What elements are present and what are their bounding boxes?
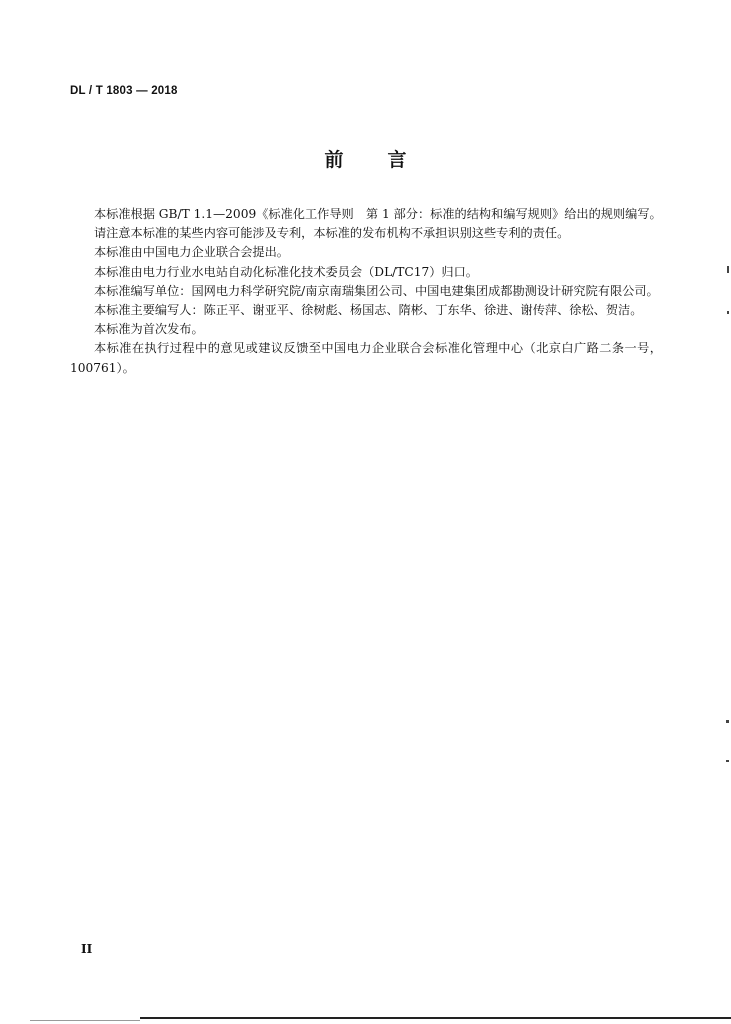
scan-margin-mark xyxy=(727,266,729,273)
foreword-body xyxy=(70,205,662,378)
scan-margin-mark xyxy=(726,760,729,762)
scan-bottom-edge xyxy=(30,1020,140,1021)
page-number: II xyxy=(81,942,93,956)
paragraph-feedback-address: 本标准在执行过程中的意见或建议反馈至中国电力企业联合会标准化管理中心（北京白广路二条一号，100761）。 xyxy=(70,341,662,375)
scan-bottom-edge xyxy=(140,1017,731,1019)
paragraph-patent-notice: 请注意本标准的某些内容可能涉及专利，本标准的发布机构不承担识别这些专利的责任。 xyxy=(94,226,570,241)
paragraph-drafting-organizations: 本标准编写单位：国网电力科学研究院/南京南瑞集团公司、中国电建集团成都勘测设计研究院有限公司。 xyxy=(94,283,659,298)
paragraph-drafting-rules: 本标准根据 GB/T 1.1—2009《标准化工作导则 第 1 部分：标准的结构和编写规则》给出的规则编写。 xyxy=(94,207,662,221)
scan-margin-mark xyxy=(726,720,729,723)
paragraph-responsible-committee: 本标准由电力行业水电站自动化标准化技术委员会（DL/TC17）归口。 xyxy=(94,264,478,279)
page-title: 前言 xyxy=(324,149,451,171)
paragraph-main-drafters: 本标准主要编写人：陈正平、谢亚平、徐树彪、杨国志、隋彬、丁东华、徐进、谢传萍、徐松、贺洁。 xyxy=(94,303,643,318)
paragraph-first-release: 本标准为首次发布。 xyxy=(94,322,204,337)
paragraph-proposer: 本标准由中国电力企业联合会提出。 xyxy=(94,245,289,260)
scan-margin-mark xyxy=(727,311,729,314)
standard-code-header: DL / T 1803 — 2018 xyxy=(70,85,178,97)
